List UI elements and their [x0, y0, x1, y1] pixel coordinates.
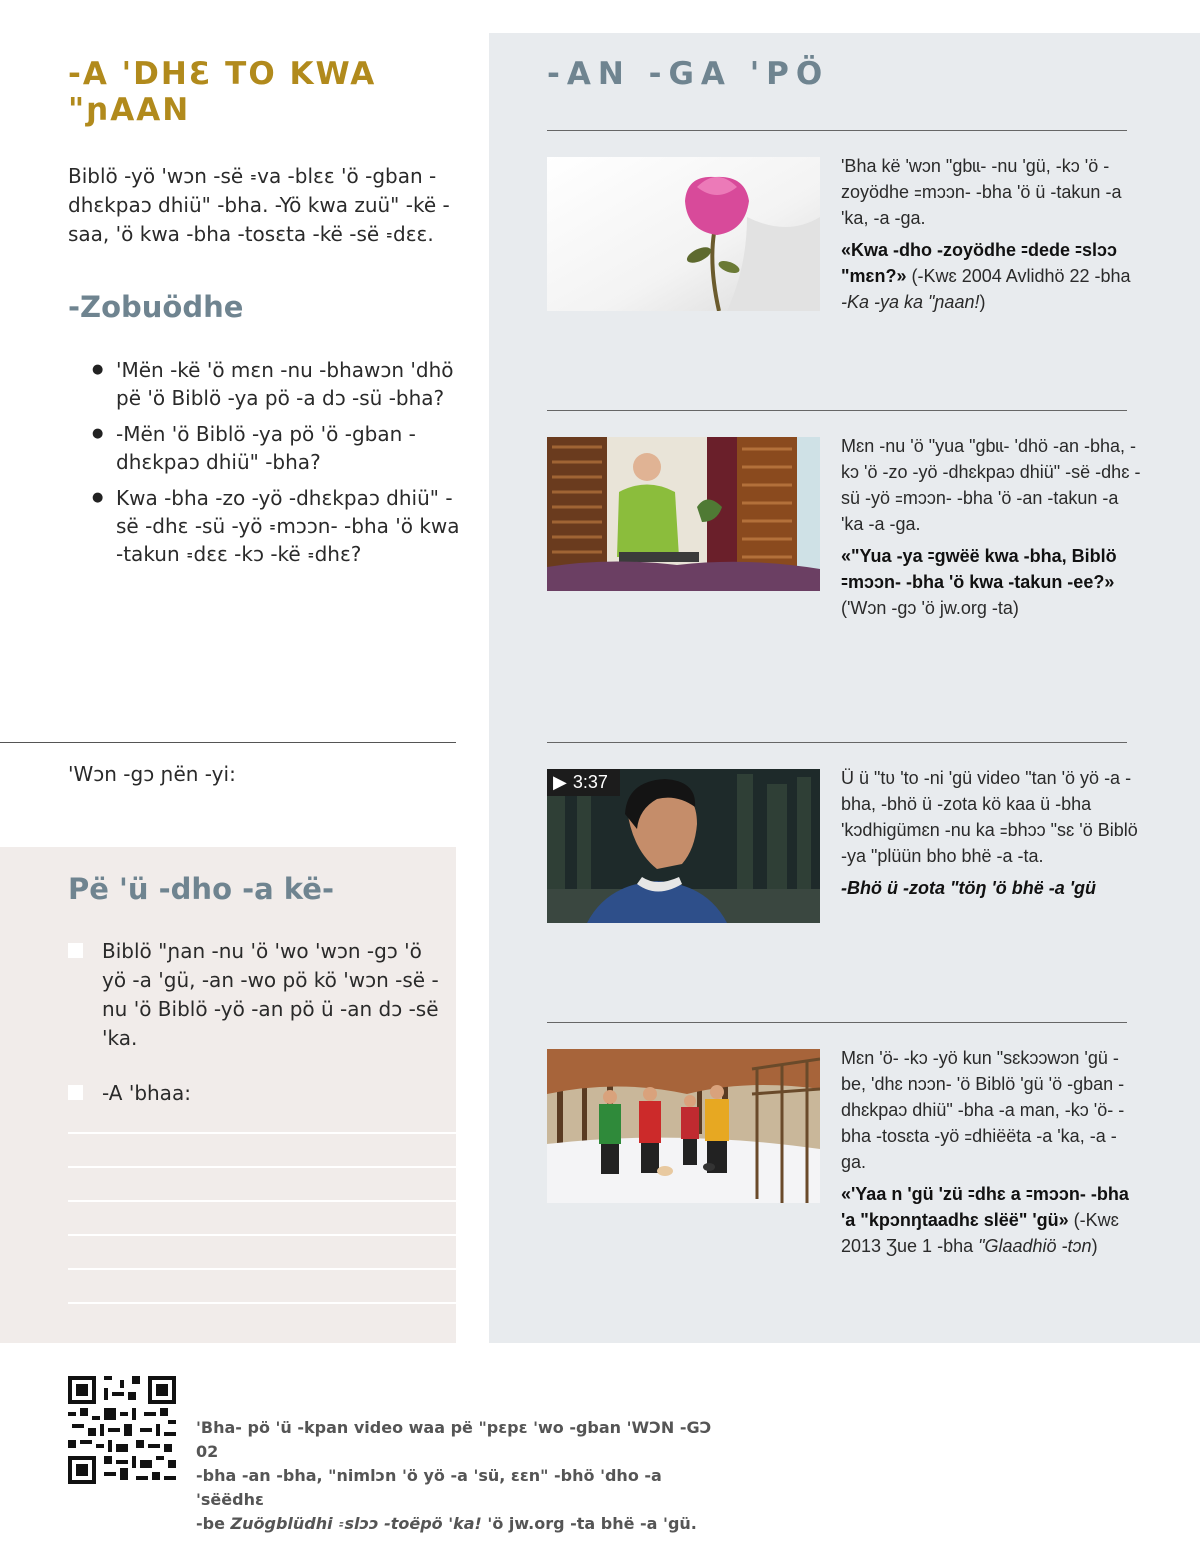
- reference-end: ): [979, 292, 986, 312]
- next-topic-label: 'Wɔn -gɔ ɲën -yi:: [68, 762, 236, 786]
- man-window-image[interactable]: [547, 437, 820, 591]
- reference-source: ('Wɔn -gɔ 'ö jw.org -ta): [841, 598, 1019, 618]
- divider: [547, 410, 1127, 411]
- intro-paragraph: Biblö -yö 'wɔn -së ꞊va -blɛɛ 'ö -gban -dhɛkpaɔ dhiü" -bha. -Yö kwa zuü" -kë -saa, 'ö kwa -bha -tosɛta -kë -së ꞊dɛɛ.: [68, 164, 450, 246]
- reference-source: (-Kwɛ 2004 Avlidhö 22 -bha: [906, 266, 1131, 286]
- card-text: [841, 765, 1141, 901]
- question-list: [92, 356, 462, 576]
- card-reference[interactable]: [841, 1181, 1141, 1259]
- question-item: ● 'Mën -kë 'ö mɛn -nu -bhawɔn 'dhö pë 'ö Biblö -ya pö -a dɔ -sü -bha?: [92, 356, 462, 412]
- card-description: Ü ü "tʋ 'to -ni 'gü video "tan 'ö yö -a -bha, -bhö ü -zota kö kaa ü -bha 'kɔdhigümɛn -nu ka ꞊bhɔɔ "sɛ 'ö Biblö -ya "plüün bho bhë -a -ta.: [841, 768, 1138, 866]
- questions-heading: -Zobuödhe: [68, 290, 244, 324]
- duration-text: 3:37: [572, 772, 608, 792]
- card-text: [841, 1045, 1141, 1259]
- video-title: -Bhö ü -zota "töŋ 'ö bhë -a 'gü: [841, 878, 1097, 898]
- card-reference[interactable]: [841, 543, 1141, 621]
- checklist-text: -A 'bhaa:: [102, 1081, 191, 1105]
- writing-line[interactable]: [68, 1200, 456, 1202]
- reference-source: (-Kwɛ 2013 Ʒue 1 -bha: [841, 1210, 1119, 1256]
- qr-code[interactable]: [68, 1376, 176, 1484]
- magazine-name: -Ka -ya ka "ɲaan!: [841, 292, 980, 312]
- card-reference[interactable]: [841, 875, 1141, 901]
- card-text: [841, 153, 1141, 315]
- card-description: 'Bha kë 'wɔn "gbɩɩ- -nu 'gü, -kɔ 'ö -zoyödhe ꞊mɔɔn- -bha 'ö ü -takun -a 'ka, -a -ga.: [841, 156, 1122, 228]
- divider: [547, 1022, 1127, 1023]
- checkbox[interactable]: [68, 943, 83, 958]
- video-thumbnail[interactable]: [547, 769, 820, 923]
- flower-image[interactable]: [547, 157, 820, 311]
- article-title: «"Yua -ya ꞊gwëë kwa -bha, Biblö ꞊mɔɔn- -bha 'ö kwa -takun -ee?»: [841, 546, 1117, 592]
- checkbox[interactable]: [68, 1085, 83, 1100]
- writing-line[interactable]: [68, 1234, 456, 1236]
- footer-text-part: -be: [196, 1514, 231, 1533]
- checklist-item: [68, 937, 438, 1057]
- footer-line: [196, 1512, 716, 1536]
- footer-line: 'Bha- pö 'ü -kpan video waa pë "pɛpɛ 'wo -gban 'WƆN -GƆ 02: [196, 1418, 712, 1461]
- article-title: «Kwa -dho -zoyödhe ꞊dede ꞊slɔɔ "mɛn?»: [841, 240, 1118, 286]
- reference-end: ): [1091, 1236, 1098, 1256]
- footer-text-part: 'ö jw.org -ta bhë -a 'gü.: [481, 1514, 697, 1533]
- play-icon: ▶: [553, 772, 567, 792]
- card-text: [841, 433, 1141, 621]
- card-description: Mɛn -nu 'ö "yua "gbɩɩ- 'dhö -an -bha, -kɔ 'ö -zo -yö -dhɛkpaɔ dhiü" -së -dhɛ -sü -yö ꞊mɔɔn- -bha 'ö -an -takun -a 'ka -a -ga.: [841, 436, 1141, 534]
- writing-line[interactable]: [68, 1302, 456, 1304]
- video-series-title[interactable]: Zuögblüdhi ꞊slɔɔ -toëpö 'ka!: [230, 1514, 482, 1533]
- question-item: ● -Mën 'ö Biblö -ya pö 'ö -gban -dhɛkpaɔ dhiü" -bha?: [92, 420, 462, 476]
- footer-line: -bha -an -bha, "nimlɔn 'ö yö -a 'sü, ɛɛn" -bhö 'dho -a 'sëëdhɛ: [196, 1466, 662, 1509]
- article-title: «'Yaa n 'gü 'zü ꞊dhɛ a ꞊mɔɔn- -bha 'a "kpɔnŋtaadhɛ slëë" 'gü»: [841, 1184, 1129, 1230]
- video-duration: [547, 769, 620, 796]
- footer-text: [196, 1416, 716, 1536]
- card-reference[interactable]: [841, 237, 1141, 315]
- magazine-name: "Glaadhiö -tɔn: [978, 1236, 1092, 1256]
- divider: [547, 130, 1127, 131]
- question-item: ● Kwa -bha -zo -yö -dhɛkpaɔ dhiü" -së -dhɛ -sü -yö ꞊mɔɔn- -bha 'ö kwa -takun ꞊dɛɛ -kɔ -kë ꞊dhɛ?: [92, 484, 462, 568]
- family-snow-image[interactable]: [547, 1049, 820, 1203]
- writing-line[interactable]: [68, 1132, 456, 1134]
- section-title: -AN -GA 'PÖ: [547, 56, 830, 92]
- remember-heading: Pë 'ü -dho -a kë-: [68, 872, 335, 906]
- writing-line[interactable]: [68, 1268, 456, 1270]
- checklist-item: [68, 1079, 438, 1109]
- divider: [0, 742, 456, 743]
- page-title: -A 'DHƐ TO KWA "ɲAAN: [68, 56, 377, 128]
- divider: [547, 742, 1127, 743]
- writing-line[interactable]: [68, 1166, 456, 1168]
- checklist-text: Biblö "ɲan -nu 'ö 'wo 'wɔn -gɔ 'ö yö -a 'gü, -an -wo pö kö 'wɔn -së -nu 'ö Biblö -yö -an pö ü -an dɔ -së 'ka.: [102, 939, 439, 1050]
- card-description: Mɛn 'ö- -kɔ -yö kun "sɛkɔɔwɔn 'gü -be, 'dhɛ nɔɔn- 'ö Biblö 'gü 'ö -gban -dhɛkpaɔ dhiü" -bha -a man, -kɔ 'ö- -bha -tosɛta -yö ꞊dhiëëta -a 'ka, -a -ga.: [841, 1048, 1125, 1172]
